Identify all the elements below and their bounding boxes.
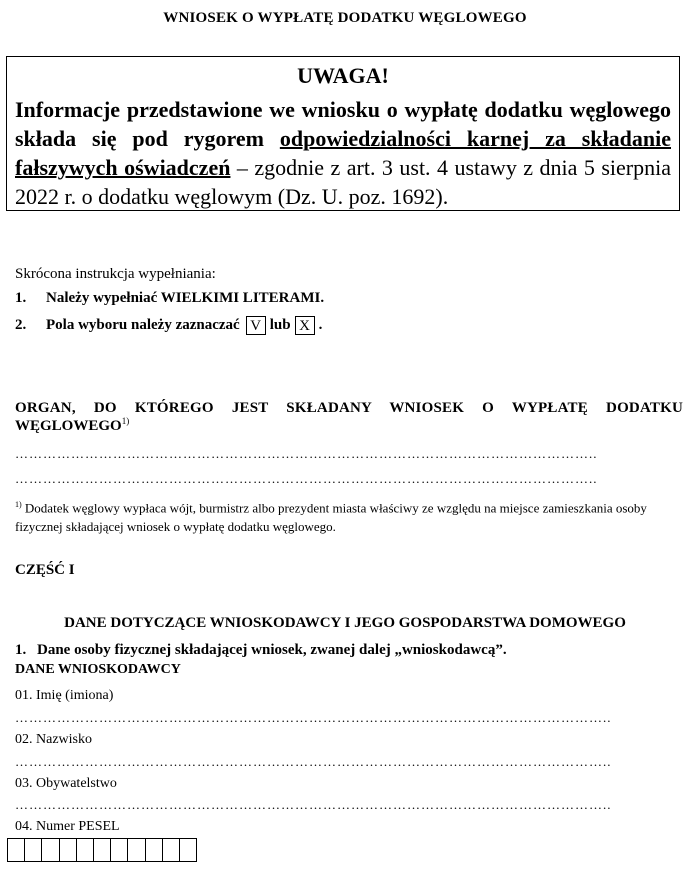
field-label-surname: 02. Nazwisko [15,732,92,747]
section-title: DANE DOTYCZĄCE WNIOSKODAWCY I JEGO GOSPODARSTWA DOMOWEGO [64,615,626,631]
applicant-data-heading: DANE WNIOSKODAWCY [15,662,181,677]
instructions-heading: Skrócona instrukcja wypełniania: [15,266,216,282]
footnote-text: Dodatek węglowy wypłaca wójt, burmistrz albo prezydent miasta właściwy ze względu na miejsce zamieszkania osoby fizycznej składającej wniosek o wypłatę dodatku węglowego. [15,500,647,535]
instruction-text-end: . [318,317,323,333]
field-label-first-name: 01. Imię (imiona) [15,688,114,703]
organ-heading-text: WĘGLOWEGO [15,418,122,434]
instruction-text: Należy wypełniać WIELKIMI LITERAMI. [46,290,325,306]
question-number: 1. [15,642,27,658]
warning-box [6,56,680,211]
pesel-digit-cell[interactable] [94,838,111,862]
pesel-digit-cell[interactable] [146,838,163,862]
organ-fill-line-2[interactable]: …………………………………………………………………………………………………………….. [15,471,598,486]
pesel-digit-cell[interactable] [42,838,59,862]
instruction-text-or: lub [269,317,291,333]
first-name-field[interactable]: ……………………………………………………………………………………………………………….. [15,710,612,725]
sample-checkbox-v: V [246,316,266,335]
warning-text-normal: – zgodnie z art. 3 ust. 4 ustawy z dnia 5 sierpnia 2022 r. o dodatku węglowym (Dz. U. poz. 1692). [15,155,671,209]
pesel-digit-cell[interactable] [77,838,94,862]
pesel-digit-cell[interactable] [128,838,145,862]
instruction-text: Pola wyboru należy zaznaczać [46,317,240,333]
pesel-digit-cell[interactable] [25,838,42,862]
instruction-item-2 [15,316,322,335]
pesel-digit-cell[interactable] [111,838,128,862]
instruction-number: 2. [15,317,27,333]
footnote-ref: 1) [121,416,130,426]
pesel-input-grid[interactable] [7,838,197,862]
instruction-number: 1. [15,290,27,306]
organ-heading-line2 [15,416,129,435]
sample-checkbox-x: X [295,316,315,335]
pesel-digit-cell[interactable] [163,838,180,862]
footnote [15,495,683,536]
part-label: CZĘŚĆ I [15,562,75,578]
organ-fill-line-1[interactable]: …………………………………………………………………………………………………………….. [15,446,598,461]
organ-heading: ORGAN, DO KTÓREGO JEST SKŁADANY WNIOSEK O WYPŁATĘ DODATKU [15,400,683,416]
document-title: WNIOSEK O WYPŁATĘ DODATKU WĘGLOWEGO [163,10,527,26]
citizenship-field[interactable]: ……………………………………………………………………………………………………………….. [15,797,612,812]
pesel-digit-cell[interactable] [60,838,77,862]
warning-heading: UWAGA! [297,63,389,88]
question-text: Dane osoby fizycznej składającej wniosek, zwanej dalej „wnioskodawcą”. [37,642,507,658]
footnote-marker: 1) [15,500,22,509]
warning-text-bold: Informacje przedstawione we wniosku o wypłatę dodatku węglowego składa się pod rygorem [15,97,671,151]
surname-field[interactable]: ……………………………………………………………………………………………………………….. [15,754,612,769]
pesel-digit-cell[interactable] [8,838,25,862]
warning-text-underlined: odpowiedzialności karnej za składanie fałszywych oświadczeń [15,126,671,180]
field-label-pesel: 04. Numer PESEL [15,819,120,834]
instruction-item-1 [15,290,324,307]
warning-text [15,95,671,211]
pesel-digit-cell[interactable] [180,838,197,862]
field-label-citizenship: 03. Obywatelstwo [15,776,117,791]
question-1 [15,642,507,659]
